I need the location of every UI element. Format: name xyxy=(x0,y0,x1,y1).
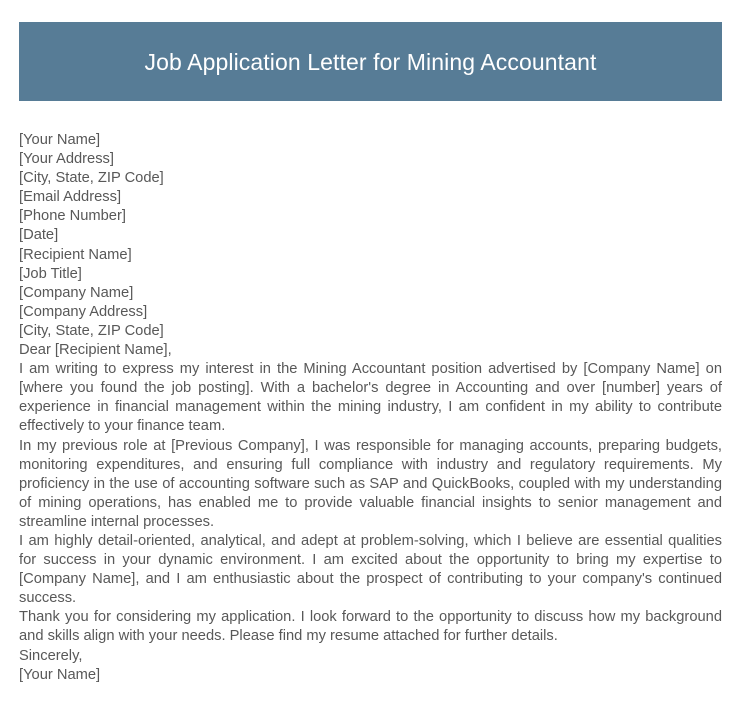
sender-address-block xyxy=(19,131,722,246)
letter-body xyxy=(19,131,722,685)
sender-line-date: [Date] xyxy=(19,227,59,244)
recipient-line-company-addr: [Company Address] xyxy=(19,303,148,320)
sender-line-name: [Your Name] xyxy=(19,132,101,148)
page-title: Job Application Letter for Mining Accountant xyxy=(144,48,597,75)
closing-line: Sincerely, xyxy=(19,647,83,664)
recipient-line-city-state: [City, State, ZIP Code] xyxy=(19,322,164,339)
signature-line: [Your Name] xyxy=(19,666,101,683)
recipient-line-company: [Company Name] xyxy=(19,284,134,301)
recipient-address-block xyxy=(19,246,722,341)
recipient-line-name: [Recipient Name] xyxy=(19,246,132,263)
recipient-line-job-title: [Job Title] xyxy=(19,265,82,282)
body-paragraph-2: In my previous role at [Previous Company], I was responsible for managing accounts, preparing budgets, monitoring expenditures, and ensuring full compliance with industry and regulatory requirements. My proficiency in the use of accounting software such as SAP and QuickBooks, coupled with my understanding of mining operations, has enabled me to provide valuable financial insights to senior management and streamline internal processes. xyxy=(19,437,722,530)
sender-line-email: [Email Address] xyxy=(19,189,122,206)
salutation: Dear [Recipient Name], xyxy=(19,342,172,359)
sender-line-address: [Your Address] xyxy=(19,151,114,168)
body-paragraph-3: I am highly detail-oriented, analytical, and adept at problem-solving, which I believe are essential qualities for success in your dynamic environment. I am excited about the opportunity to bring my expertise to [Company Name], and I am enthusiastic about the prospect of contributing to your company's continued success. xyxy=(19,532,722,607)
document-header-banner xyxy=(19,22,722,101)
body-paragraph-1: I am writing to express my interest in the Mining Accountant position advertised by [Company Name] on [where you found the job posting]. With a bachelor's degree in Accounting and over [number] years of experience in financial management within the mining industry, I am confident in my ability to contribute effectively to your finance team. xyxy=(19,361,722,435)
sender-line-city-state: [City, State, ZIP Code] xyxy=(19,170,164,187)
sender-line-phone: [Phone Number] xyxy=(19,208,126,225)
body-paragraph-4: Thank you for considering my application. I look forward to the opportunity to discuss how my background and skills align with your needs. Please find my resume attached for further details. xyxy=(19,609,722,645)
